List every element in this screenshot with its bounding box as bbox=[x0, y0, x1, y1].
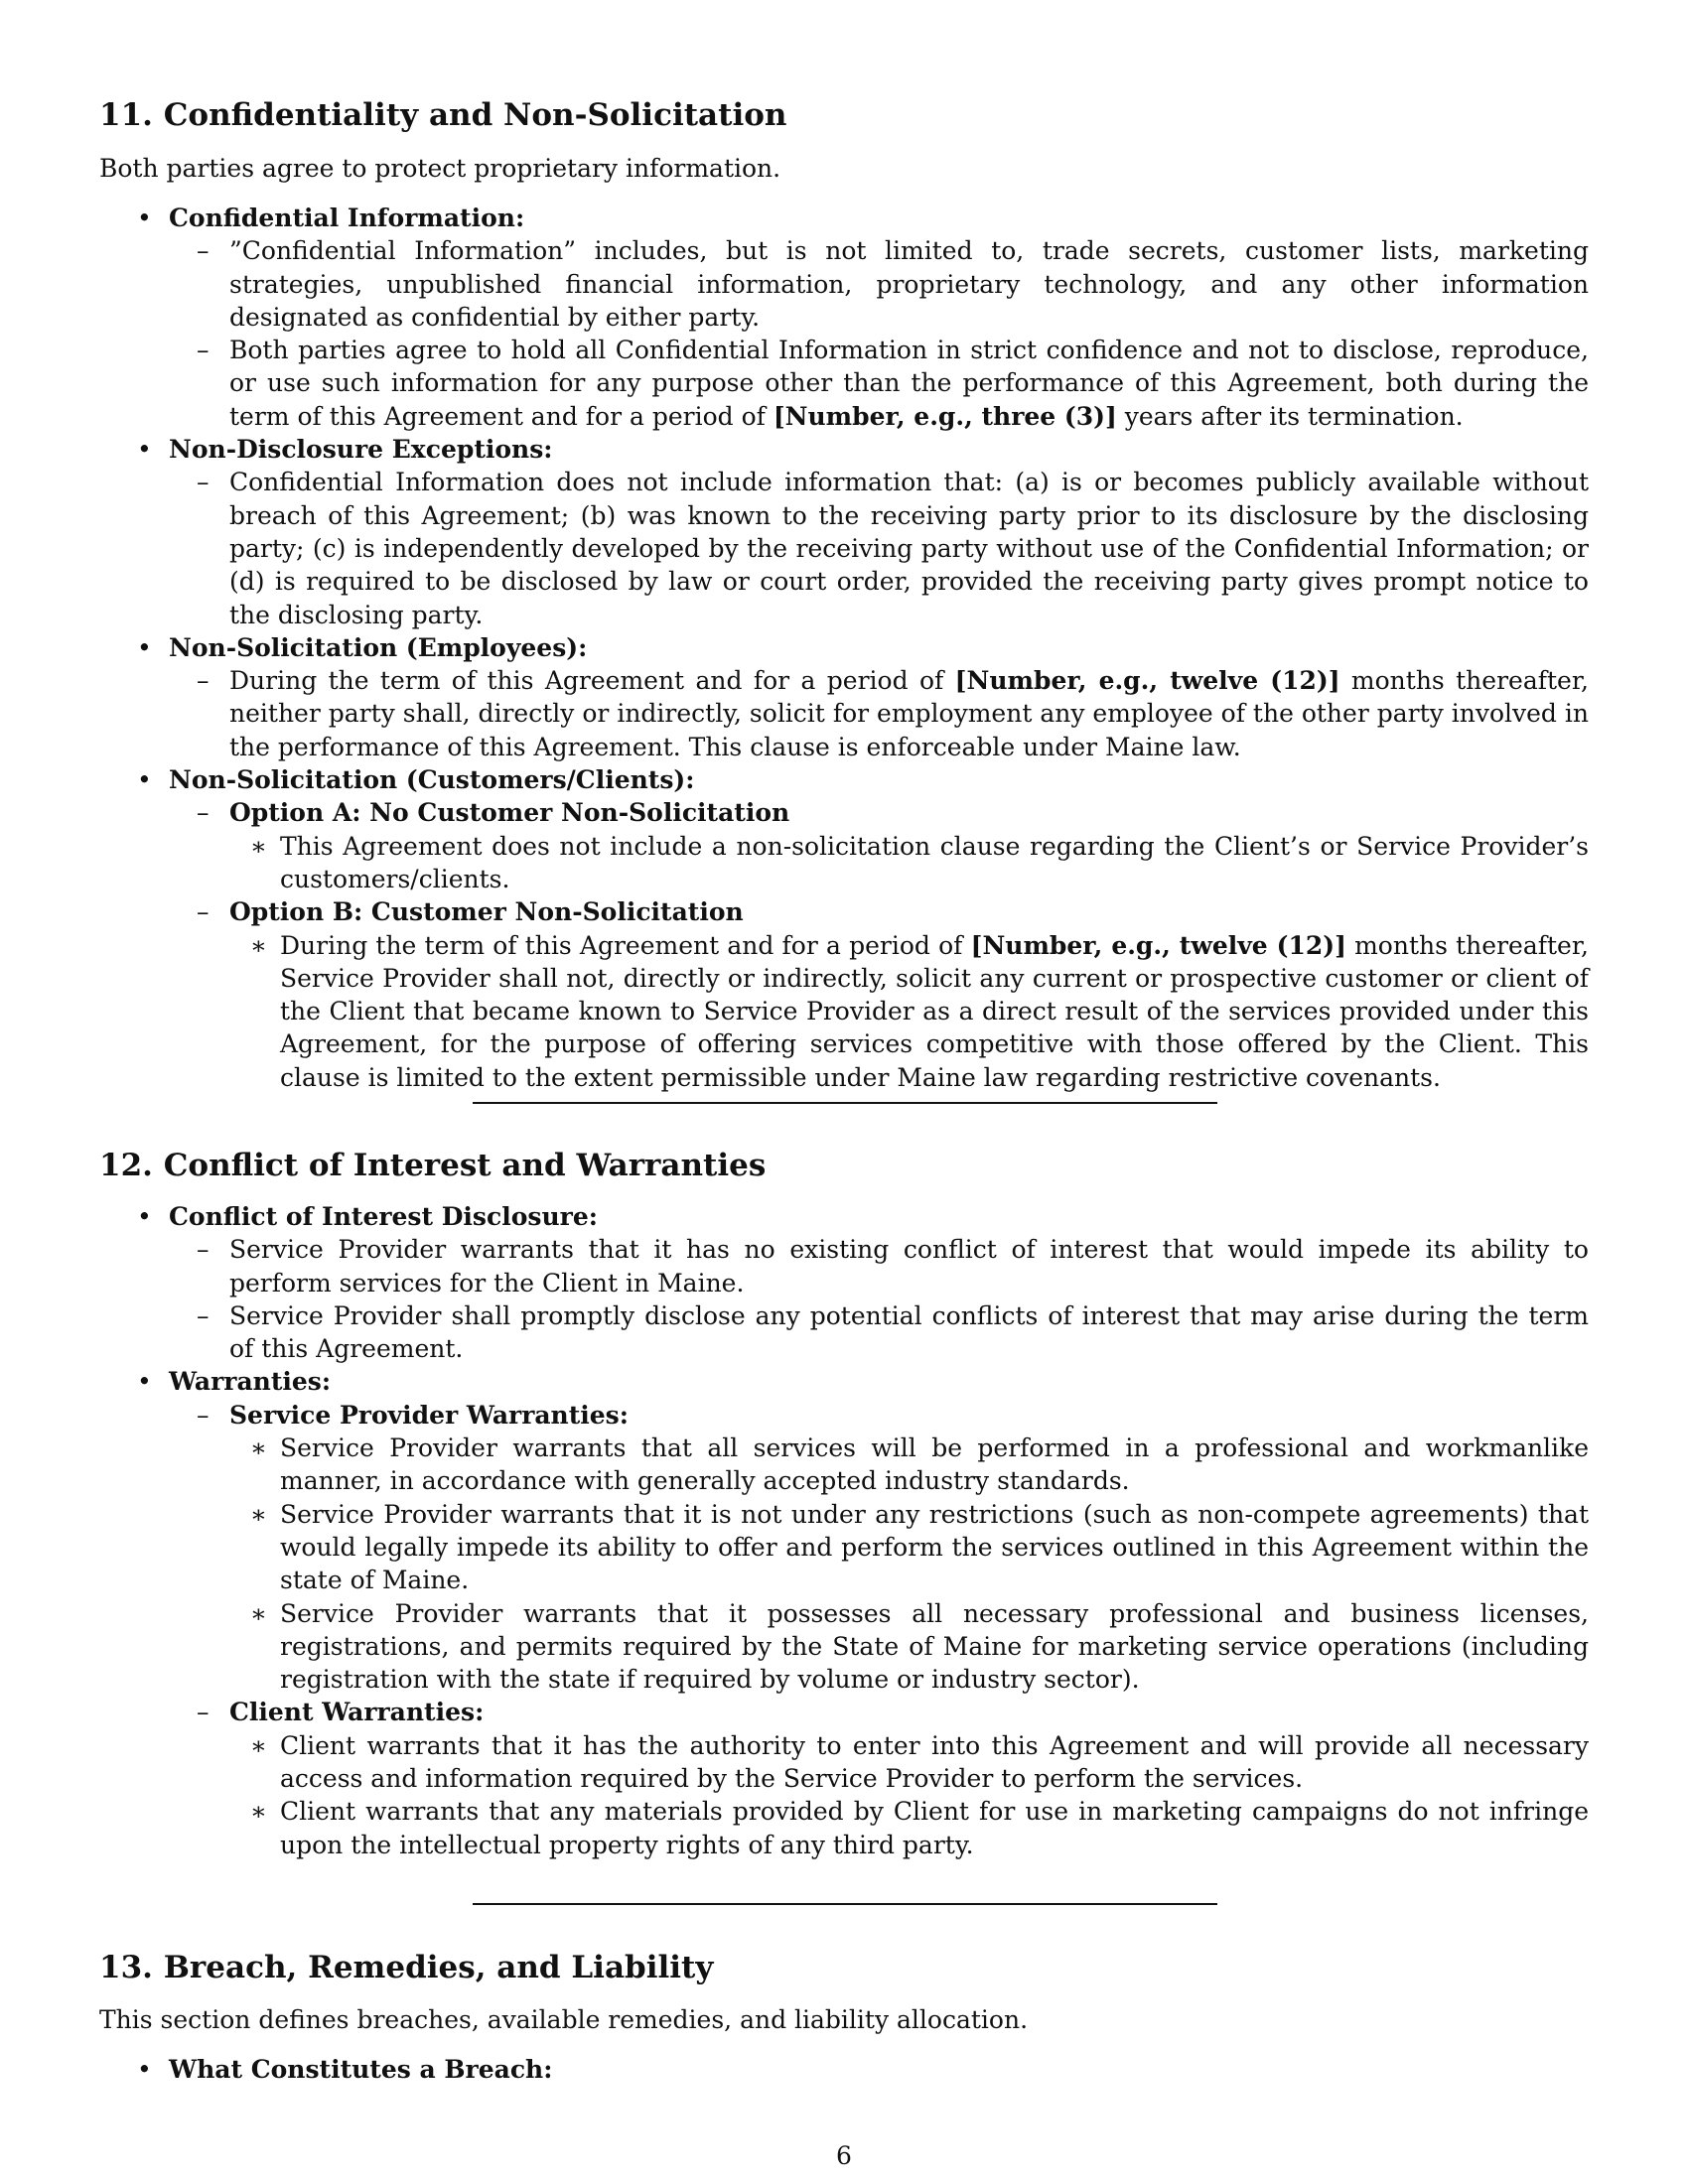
item-label: Non-Solicitation (Customers/Clients): bbox=[169, 765, 695, 795]
bullet-icon: • bbox=[137, 632, 152, 662]
item-text: years after its termination. bbox=[1116, 401, 1464, 431]
dash-icon: – bbox=[197, 897, 210, 927]
dash-icon: – bbox=[197, 798, 210, 828]
dash-icon: – bbox=[197, 1235, 210, 1265]
item-text: months thereafter, Service Provider shall not, directly or indirectly, solicit any current or prospective customer or client of the Client that became known to Service Provider as a direct result of the services provided under this Agreement, for the purpose of offering services competitive with those offered by the Client. This clause is limited to the extent permissible under Maine law regarding restrictive covenants. bbox=[280, 930, 1589, 1092]
list-item bbox=[99, 1365, 1589, 1398]
list-item bbox=[99, 1432, 1589, 1498]
list-item bbox=[99, 334, 1589, 433]
list-item bbox=[99, 631, 1589, 664]
placeholder-term: [Number, e.g., twelve (12)] bbox=[954, 666, 1340, 696]
list-item bbox=[99, 1498, 1589, 1597]
list-item bbox=[99, 1233, 1589, 1299]
dash-icon: – bbox=[197, 1400, 210, 1430]
item-label: Option A: No Customer Non-Solicitation bbox=[229, 798, 790, 828]
list-item bbox=[99, 664, 1589, 763]
asterisk-icon: ∗ bbox=[250, 1433, 267, 1463]
item-text: Both parties agree to hold all Confidential Information in strict confidence and not to disclose, reproduce, or use such information for any purpose other than the performance of this Agreement, both during the term of this Agreement and for a period of bbox=[229, 336, 1589, 431]
item-label: Service Provider Warranties: bbox=[229, 1400, 629, 1430]
item-text: Service Provider warrants that all services will be performed in a professional and workmanlike manner, in accordance with generally accepted industry standards. bbox=[280, 1433, 1589, 1496]
section-12-heading: 12. Conflict of Interest and Warranties bbox=[99, 1148, 767, 1183]
list-item bbox=[99, 1729, 1589, 1796]
list-item bbox=[99, 2053, 1589, 2086]
item-text: Service Provider warrants that it has no existing conflict of interest that would impede its ability to perform services for the Client in Maine. bbox=[229, 1235, 1589, 1297]
bullet-icon: • bbox=[137, 1202, 152, 1231]
item-label: What Constitutes a Breach: bbox=[169, 2055, 553, 2084]
item-label: Warranties: bbox=[169, 1367, 332, 1397]
list-item bbox=[99, 929, 1589, 1094]
bullet-icon: • bbox=[137, 204, 152, 232]
dash-icon: – bbox=[197, 666, 210, 696]
list-item bbox=[99, 1399, 1589, 1432]
dash-icon: – bbox=[197, 468, 210, 497]
page-number: 6 bbox=[836, 2141, 852, 2170]
section-13-list bbox=[99, 2053, 1589, 2086]
bullet-icon: • bbox=[137, 435, 152, 465]
item-text: Client warrants that any materials provided by Client for use in marketing campaigns do not infringe upon the intellectual property rights of any third party. bbox=[280, 1797, 1589, 1859]
item-label: Conflict of Interest Disclosure: bbox=[169, 1202, 598, 1231]
asterisk-icon: ∗ bbox=[250, 1797, 267, 1827]
list-item bbox=[99, 466, 1589, 630]
item-label: Non-Solicitation (Employees): bbox=[169, 632, 588, 662]
list-item bbox=[99, 1696, 1589, 1728]
dash-icon: – bbox=[197, 1698, 210, 1727]
list-item bbox=[99, 1200, 1589, 1233]
item-label: Non-Disclosure Exceptions: bbox=[169, 435, 553, 465]
section-13-heading: 13. Breach, Remedies, and Liability bbox=[99, 1950, 714, 1985]
asterisk-icon: ∗ bbox=[250, 1730, 267, 1760]
asterisk-icon: ∗ bbox=[250, 1598, 267, 1628]
section-11-list bbox=[99, 202, 1589, 1094]
item-text: months thereafter, neither party shall, directly or indirectly, solicit for employment any employee of the other party involved in the performance of this Agreement. This clause is enforceable under Maine law. bbox=[229, 666, 1589, 761]
section-divider bbox=[473, 1903, 1217, 1905]
item-label: Option B: Customer Non-Solicitation bbox=[229, 897, 744, 927]
item-text: Service Provider warrants that it possesses all necessary professional and business licenses, registrations, and permits required by the State of Maine for marketing service operations (including registration with the state if required by volume or industry sector). bbox=[280, 1598, 1589, 1695]
item-label: Confidential Information: bbox=[169, 204, 525, 232]
section-11-intro: Both parties agree to protect proprietary information. bbox=[99, 154, 781, 183]
list-item bbox=[99, 796, 1589, 829]
dash-icon: – bbox=[197, 336, 210, 365]
item-text: This Agreement does not include a non-solicitation clause regarding the Client’s or Service Provider’s customers/clients. bbox=[280, 831, 1589, 893]
asterisk-icon: ∗ bbox=[250, 1499, 267, 1529]
section-11-heading: 11. Confidentiality and Non-Solicitation bbox=[99, 97, 787, 133]
bullet-icon: • bbox=[137, 1367, 152, 1397]
item-text: Confidential Information does not include information that: (a) is or becomes publicly available without breach of this Agreement; (b) was known to the receiving party prior to its disclosure by the disclosing party; (c) is independently developed by the receiving party without use of the Confidential Information; or (d) is required to be disclosed by law or court order, provided the receiving party gives prompt notice to the disclosing party. bbox=[229, 468, 1589, 629]
item-text: Service Provider warrants that it is not under any restrictions (such as non-compete agreements) that would legally impede its ability to offer and perform the services outlined in this Agreement within the state of Maine. bbox=[280, 1499, 1589, 1595]
list-item bbox=[99, 1299, 1589, 1366]
asterisk-icon: ∗ bbox=[250, 930, 267, 960]
list-item bbox=[99, 234, 1589, 334]
list-item bbox=[99, 830, 1589, 896]
item-text: ”Confidential Information” includes, but is not limited to, trade secrets, customer lists, marketing strategies, unpublished financial information, proprietary technology, and any other information designated as confidential by either party. bbox=[229, 236, 1589, 332]
section-divider bbox=[473, 1102, 1217, 1104]
bullet-icon: • bbox=[137, 2055, 152, 2084]
bullet-icon: • bbox=[137, 765, 152, 795]
list-item bbox=[99, 763, 1589, 796]
dash-icon: – bbox=[197, 236, 210, 266]
item-label: Client Warranties: bbox=[229, 1698, 485, 1727]
dash-icon: – bbox=[197, 1300, 210, 1330]
item-text: During the term of this Agreement and for a period of bbox=[280, 930, 971, 960]
list-item bbox=[99, 202, 1589, 234]
list-item bbox=[99, 895, 1589, 928]
list-item bbox=[99, 1597, 1589, 1697]
item-text: Client warrants that it has the authority to enter into this Agreement and will provide all necessary access and information required by the Service Provider to perform the services. bbox=[280, 1730, 1589, 1794]
section-13-intro: This section defines breaches, available remedies, and liability allocation. bbox=[99, 2005, 1029, 2034]
list-item bbox=[99, 433, 1589, 466]
list-item bbox=[99, 1795, 1589, 1861]
asterisk-icon: ∗ bbox=[250, 831, 267, 861]
item-text: During the term of this Agreement and for a period of bbox=[229, 666, 955, 696]
placeholder-term: [Number, e.g., three (3)] bbox=[773, 401, 1117, 431]
section-12-list bbox=[99, 1200, 1589, 1861]
item-text: Service Provider shall promptly disclose any potential conflicts of interest that may arise during the term of this Agreement. bbox=[229, 1300, 1589, 1364]
placeholder-term: [Number, e.g., twelve (12)] bbox=[970, 930, 1346, 960]
